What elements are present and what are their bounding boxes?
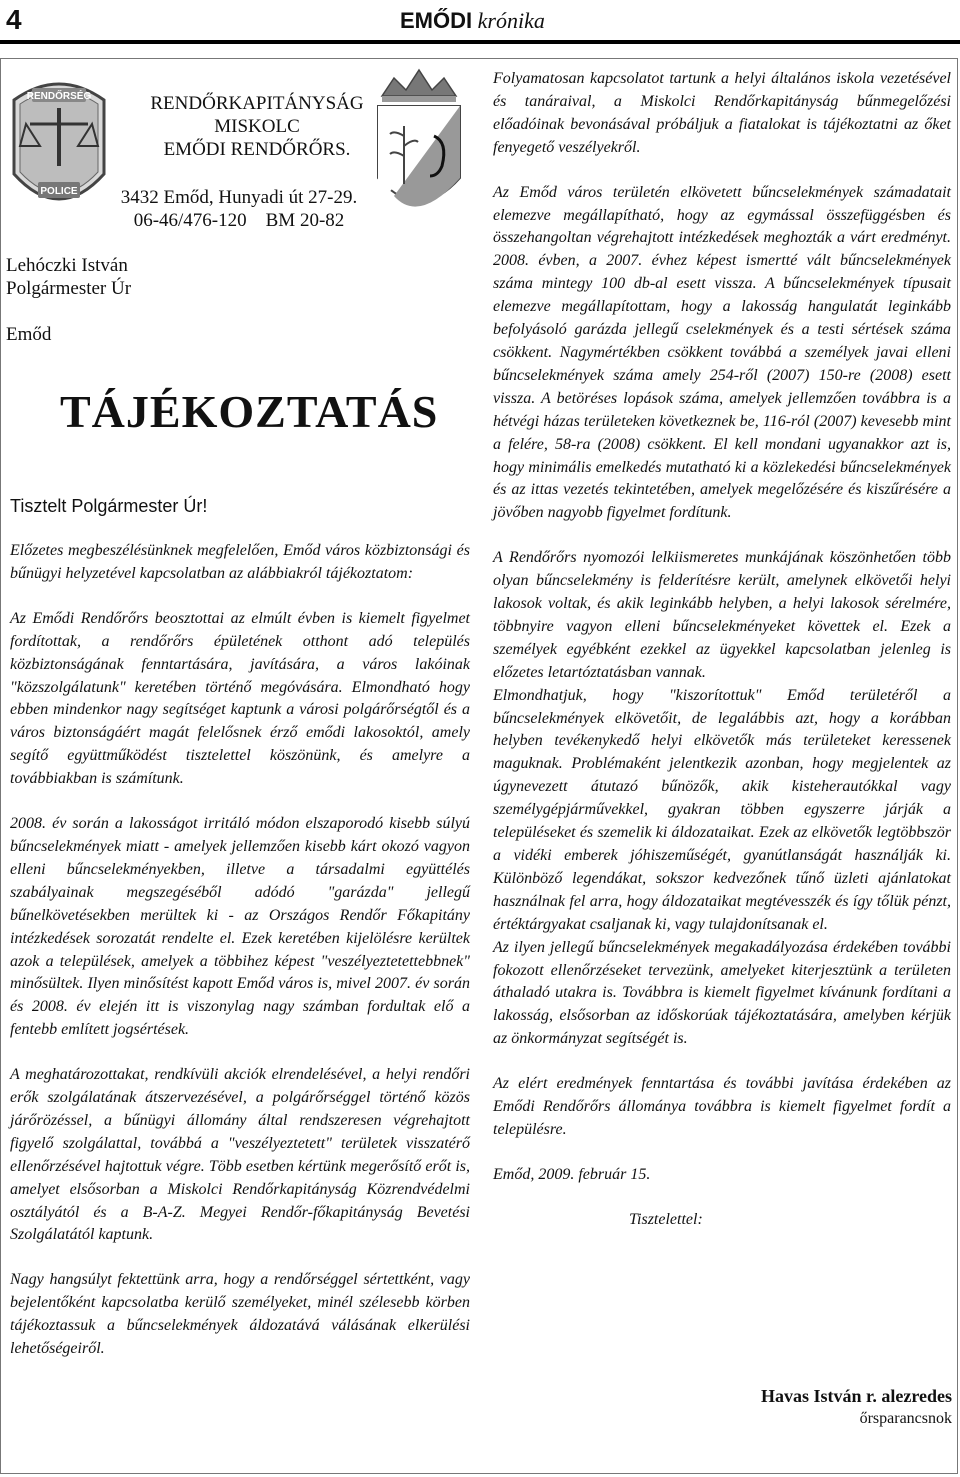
header-rule xyxy=(0,40,960,44)
org-block xyxy=(112,92,402,161)
right-paragraph-6: Az elért eredmények fenntartása és további javítása érdekében az Emődi Rendőrőrs állománya továbbra is kiemelt figyelmet fordít a településre. xyxy=(493,1075,951,1138)
police-badge-icon xyxy=(8,74,110,223)
date-line: Emőd, 2009. február 15. xyxy=(493,1165,651,1183)
publication-title-italic: krónika xyxy=(477,8,545,33)
recipient-town: Emőd xyxy=(6,324,52,345)
org-line-1: RENDŐRKAPITÁNYSÁG xyxy=(150,93,364,114)
left-paragraph-2: Az Emődi Rendőrőrs beosztottai az elmúlt évben is kiemelt figyelmet fordítottak, a rendőrőrs épületének otthont adó település közbiztonságának fenntartására, javítására, a város lakóinak "közszolgálatunk" keretében történő megóvására. Elmondható hogy ebben mindenkor nagy segítséget kaptunk a városi polgárőrségtől és a város biztonságáért magát felelősnek érző emődi lakosoktól, amely segítő együttműködést tisztelettel köszönünk, és amelyre a továbbiakban is számítunk. xyxy=(10,609,470,788)
left-paragraph-1: Előzetes megbeszélésünknek megfelelően, Emőd város közbiztonsági és bűnügyi helyzetével kapcsolatban az alábbiakról tájékoztatom: xyxy=(10,542,470,582)
publication-title-bold: EMŐDI xyxy=(400,8,473,33)
greeting: Tisztelt Polgármester Úr! xyxy=(10,496,208,516)
address-line: 3432 Emőd, Hunyadi út 27-29. xyxy=(120,187,358,208)
closing-line: Tisztelettel: xyxy=(629,1210,703,1228)
right-paragraph-5: Az ilyen jellegű bűncselekmények megakadályozása érdekében további fokozott ellenőrzéseket tervezünk, amelyeket kiterjesztünk a területen áthaladó utakra is. Továbbra is kiemelt figyelmet kívánunk fordítani a lakosság, elsősorban az időskorúak tájékoztatására, amelyben kérjük az önkormányzat segítségét is. xyxy=(493,938,951,1048)
right-paragraph-2: Az Emőd város területén elkövetett bűncselekmények számadatait elemezve megállapítható, hogy az egymással összefüggésben és összehangoltan végrehajtott intézkedések meghozták a várt eredményt. 2008. évben, a 2007. évhez képest ismertté vált bűncselekmények száma mintegy 100 db-al esett vissza. A bűncselekmények típusait elemezve megállapítottam, hogy a lakosság hangulatát leginkább befolyásoló garázda jellegű cselekmények és a testi sértések száma csökkent. Nagymértékben csökkent továbbá a személyek javai elleni bűncselekmények száma amely 254-ről (2007) 150-re (2008) esett vissza. A betöréses lopások száma, amelyek jellemzően továbbra is a hétvégi házas területeken következnek be, 116-ról (2007) kevesebb mint a felére, 58-ra (2008) csökkent. El kell mondani ugyanakkor azt is, hogy minimális emelkedés mutatható ki a közlekedési bűncselekmények és az ittas vezetés tekintetében, amelyek megelőzésére és kiszűrésére a jövőben nagyobb figyelmet fordítunk. xyxy=(493,183,951,522)
left-paragraph-4: A meghatározottakat, rendkívüli akciók elrendelésével, a helyi rendőri erők szolgálatának átszervezésével, a polgárőrséggel történő közös járőrözéssel, a bűnügyi állomány által rendszeresen végrehajtott figyelő szolgálattal, továbbá a "veszélyeztetett" területek visszatérő ellenőrzésével hajtottuk végre. Több esetben kértünk megerősítő erőt is, amelyet elsősorban a Miskolci Rendőrkapitányság Közrendvédelmi osztályától és a B-A-Z. Megyei Rendőr-főkapitányság Bevetési Szolgálatától kaptunk. xyxy=(10,1066,470,1244)
publication-title xyxy=(400,8,545,34)
signature-name: Havas István r. alezredes xyxy=(761,1386,952,1406)
address-block xyxy=(114,186,364,232)
right-paragraph-4: Elmondhatjuk, hogy "kiszorítottuk" Emőd területéről a bűncselekmények elkövetőit, de legalábbis azt, hogy a korábban helyben tevékenykedő helyi elkövetők más területeket keressenek maguknak. Problémaként jelentkezik azonban, hogy megjelentek az úgynevezett átutazó bűnözők, akik kisteherautókkal vagy személygépjárművekkel, gyakran többen egyszerre járják a településeket és szemelik ki áldozataikat. Ezek az elkövetők legtöbbször a vidéki emberek jóhiszeműségét, gyanútlanságát használják ki. Különböző legendákat, sokszor kedvezőnek tűnő üzleti ajánlatokat használnak fel arra, hogy áldozataikat megtévesszék és így tőlük pénzt, értéktárgyakat csaljanak ki, vagy tulajdonítsanak el. xyxy=(493,686,951,933)
badge-top-text: RENDŐRSÉG xyxy=(26,91,92,102)
right-column xyxy=(493,68,951,1232)
right-paragraph-1: Folyamatosan kapcsolatot tartunk a helyi általános iskola vezetésével és tanáraival, a Miskolci Rendőrkapitányság bűnmegelőzési előadóinak bevonásával próbáljuk a fiatalokat is tájékoztatni az őket fenyegető veszélyekről. xyxy=(493,70,951,156)
org-line-3: EMŐDI RENDŐRŐRS. xyxy=(163,139,351,160)
right-paragraph-3: A Rendőrőrs nyomozói lelkiismeretes munkájának köszönhetően több olyan bűncselekmény is felderítésre került, amelynek elkövetői helyi lakosok voltak, és akik leginkább helyben, a helyi lakosok sérelmére, többnyire vagyon elleni bűncselekményeket követtek el. Ezek a személyek egyébként ezekkel az ügyekkel kapcsolatban jelenleg is előzetes letartóztatásban vannak. xyxy=(493,549,951,681)
signature-rank: őrsparancsnok xyxy=(859,1410,952,1427)
recipient-title: Polgármester Úr xyxy=(6,278,132,299)
left-column xyxy=(10,540,470,1361)
phone-line: 06-46/476-120 BM 20-82 xyxy=(133,210,345,231)
org-line-2: MISKOLC xyxy=(214,116,300,137)
left-paragraph-3: 2008. év során a lakosságot irritáló módon elszaporodó kisebb súlyú bűncselekmények miatt - amelyek jellemzően kisebb kárt okozó vagyon elleni bűncselekményekben, illetve a társadalmi együttélés szabályainak megszegéséből adódó "garázda" jellegű bűnelkövetésekben merültek ki - az Országos Rendőr Főkapitány intézkedések sorozatát rendelte el. Ezek keretében kijelölésre kerültek azok a települések, amelyek a többihez képest "veszélyeztetettebbnek" minősültek. Ilyen minősítést kapott Emőd város is, mivel 2007. év során és 2008. év elején itt is viszonylag nagy számban fordultak elő a fentebb említett jogsértések. xyxy=(10,815,470,1039)
page-header xyxy=(0,0,960,44)
document-title: TÁJÉKOZTATÁS xyxy=(60,386,439,437)
left-paragraph-5: Nagy hangsúlyt fektettünk arra, hogy a rendőrséggel sértettként, vagy bejelentőként kapcsolatba kerülő személyeket, minél szélesebb körben tájékoztassuk a bűncselekmények áldozatává válásának elkerülési lehetőségeiről. xyxy=(10,1271,470,1358)
coat-of-arms-icon xyxy=(368,66,470,231)
page-number: 4 xyxy=(6,4,22,35)
recipient-name: Lehóczki István xyxy=(6,255,128,276)
badge-bottom-text: POLICE xyxy=(40,186,78,197)
